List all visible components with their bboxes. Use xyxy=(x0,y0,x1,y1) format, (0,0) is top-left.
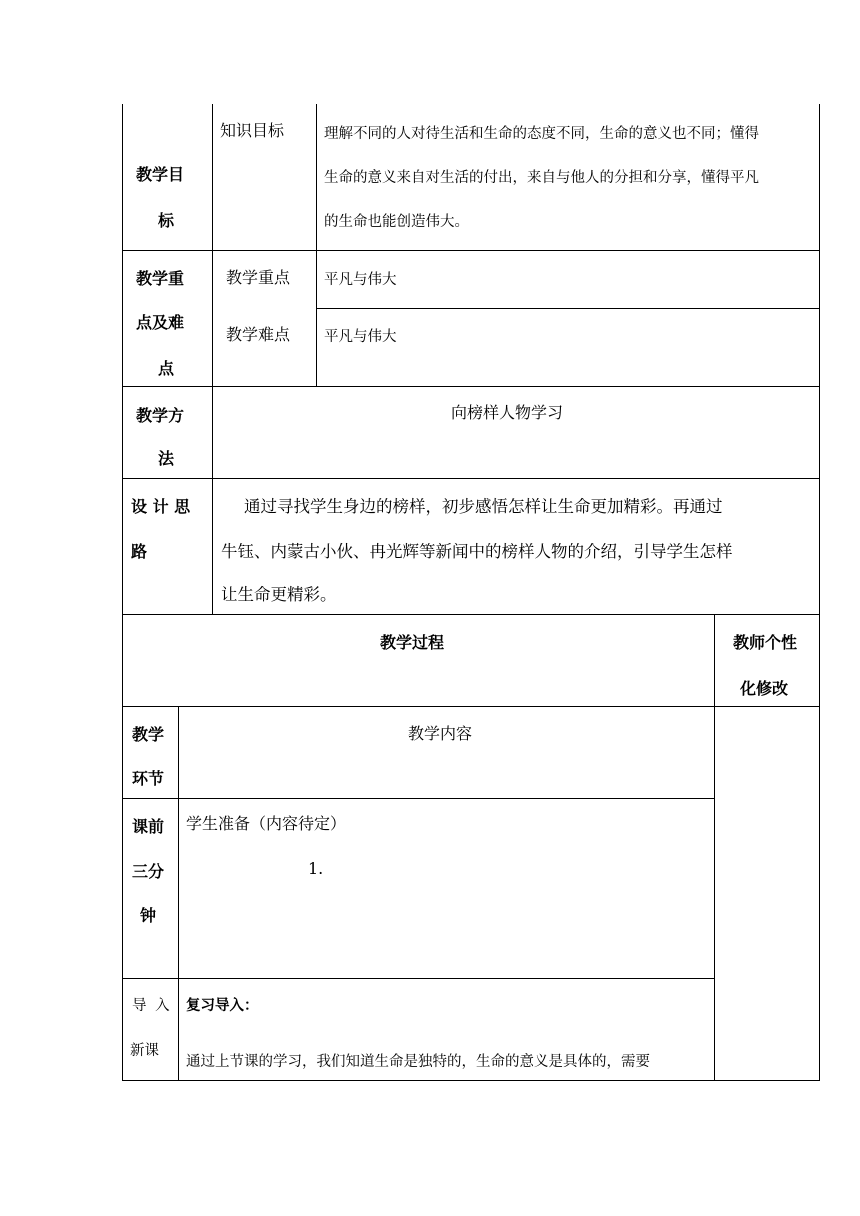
objective-content: 的生命也能创造伟大。 xyxy=(324,214,469,230)
design-content: 牛钰、内蒙古小伙、冉光辉等新闻中的榜样人物的介绍，引导学生怎样 xyxy=(221,542,733,561)
table-border-right xyxy=(819,104,820,1081)
row-divider xyxy=(122,478,820,479)
objective-content: 生命的意义来自对生活的付出，来自与他人的分担和分享，懂得平凡 xyxy=(324,170,759,186)
method-label: 教学方 xyxy=(136,406,185,425)
difficulty-label: 教学难点 xyxy=(226,325,291,344)
design-content: 让生命更精彩。 xyxy=(221,585,337,604)
teacher-modify-header: 教师个性 xyxy=(733,633,798,652)
row-divider xyxy=(122,706,820,707)
intro-label: 新课 xyxy=(130,1043,159,1059)
row-divider xyxy=(122,614,820,615)
objective-content: 理解不同的人对待生活和生命的态度不同，生命的意义也不同；懂得 xyxy=(324,126,759,142)
row-divider xyxy=(122,386,820,387)
design-label: 设 计 思 xyxy=(131,497,191,516)
focus-value: 平凡与伟大 xyxy=(324,272,397,288)
key-points-label: 点及难 xyxy=(136,313,185,332)
stage-header: 环节 xyxy=(132,769,165,788)
design-label: 路 xyxy=(131,542,148,561)
stage-header: 教学 xyxy=(132,725,165,744)
pre-class-item: 1. xyxy=(308,859,324,878)
row-divider xyxy=(316,308,820,309)
column-divider xyxy=(316,104,317,387)
objectives-label: 教学目 xyxy=(136,165,185,184)
intro-title: 复习导入： xyxy=(186,998,259,1014)
method-label: 法 xyxy=(158,449,175,468)
pre-class-label: 课前 xyxy=(132,817,165,836)
row-divider xyxy=(122,978,714,979)
pre-class-label: 钟 xyxy=(140,906,157,925)
content-header: 教学内容 xyxy=(408,724,473,743)
column-divider xyxy=(714,614,715,1081)
column-divider xyxy=(212,104,213,615)
objectives-label: 标 xyxy=(158,211,175,230)
pre-class-content: 学生准备（内容待定） xyxy=(186,814,347,833)
method-value: 向榜样人物学习 xyxy=(451,403,564,422)
design-content: 通过寻找学生身边的榜样，初步感悟怎样让生命更加精彩。再通过 xyxy=(244,497,723,516)
focus-label: 教学重点 xyxy=(226,268,291,287)
row-divider xyxy=(122,798,714,799)
row-divider xyxy=(122,1080,820,1081)
process-header: 教学过程 xyxy=(380,633,445,652)
intro-label: 导 入 xyxy=(132,998,172,1014)
knowledge-objective-label: 知识目标 xyxy=(220,121,285,140)
key-points-label: 点 xyxy=(158,359,175,378)
pre-class-label: 三分 xyxy=(132,862,165,881)
difficulty-value: 平凡与伟大 xyxy=(324,329,397,345)
row-divider xyxy=(122,250,820,251)
key-points-label: 教学重 xyxy=(136,269,185,288)
teacher-modify-header: 化修改 xyxy=(740,679,789,698)
table-border-left xyxy=(122,104,123,1081)
intro-text: 通过上节课的学习，我们知道生命是独特的，生命的意义是具体的，需要 xyxy=(186,1054,650,1070)
column-divider xyxy=(178,706,179,1081)
